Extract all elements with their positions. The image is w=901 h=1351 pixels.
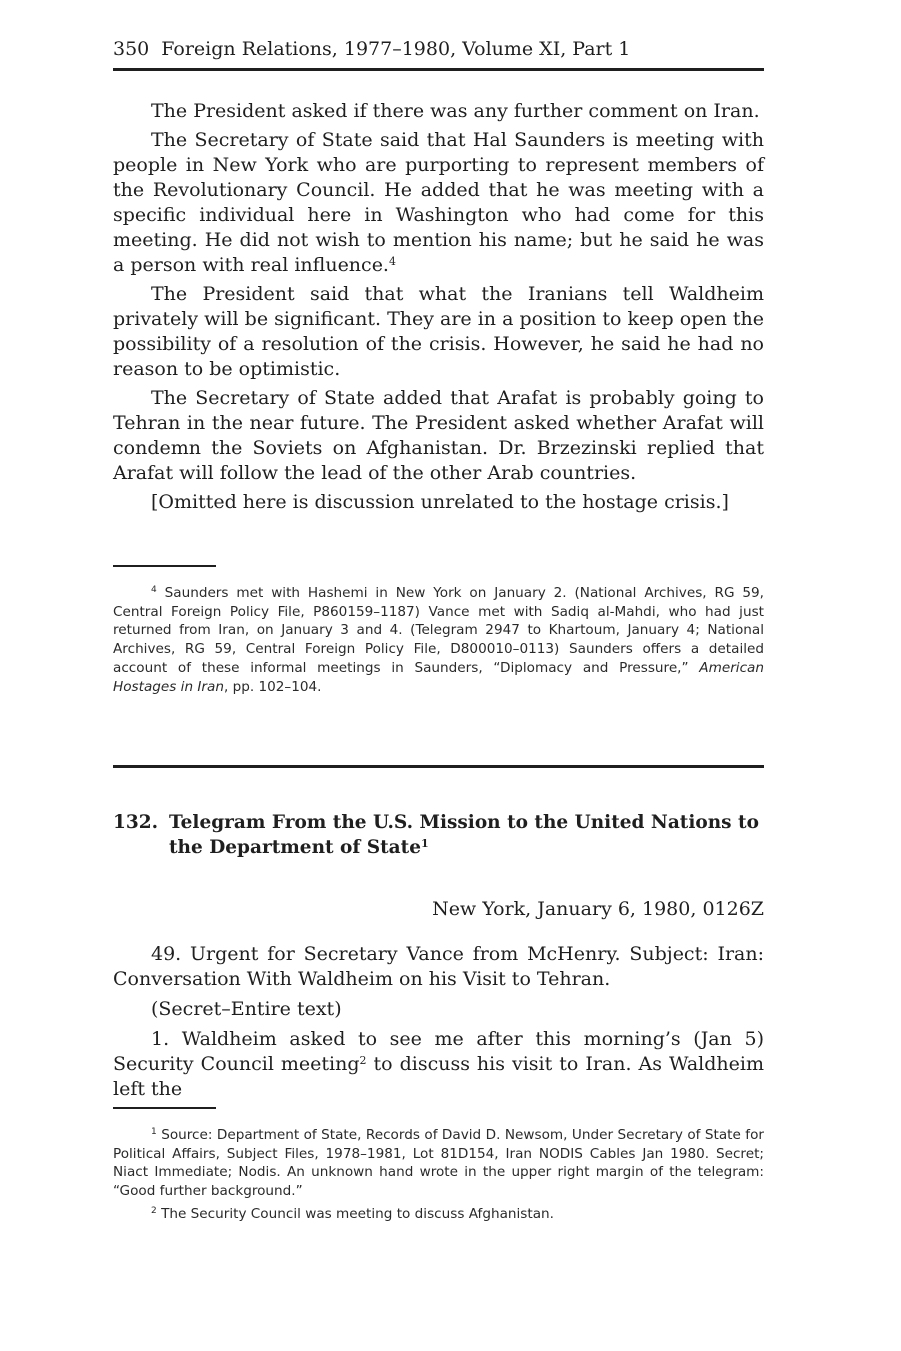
body-paragraph: 1. Waldheim asked to see me after this morning’s (Jan 5) Security Council meeting$^2$ to discuss his visit to Iran. As Waldheim left the (113, 1028, 764, 1100)
section-rule (113, 765, 764, 768)
running-head (113, 38, 764, 60)
classification-line: (Secret–Entire text) (151, 998, 342, 1020)
footnotes-top (113, 584, 764, 700)
footnotes-bottom (113, 1126, 764, 1228)
footnote-ref: 1 (420, 837, 429, 850)
page-number: 350 (113, 38, 150, 60)
footnote: $^1$ Source: Department of State, Records of David D. Newsom, Under Secretary of State for Political Affairs, Subject Files, 1978–1981, Lot 81D154, Iran NODIS Cables Jan 1980. Secret; Niact Immediate; Nodis. An unknown hand wrote in the upper right margin of the telegram: “Good further background.” (113, 1127, 764, 1200)
document-title: Telegram From the U.S. Mission to the United Nations to the Department of State$^1$ (169, 812, 759, 858)
document-heading (113, 810, 764, 860)
footnote-ref: 2 (359, 1054, 367, 1067)
footnote: $^2$ The Security Council was meeting to discuss Afghanistan. (151, 1205, 554, 1222)
footnote-ref: 4 (388, 255, 396, 268)
body-paragraph: The Secretary of State added that Arafat is probably going to Tehran in the near future. The President asked whether Arafat will condemn the Soviets on Afghanistan. Dr. Brzezinski replied that Arafat will follow the lead of the other Arab countries. (113, 387, 764, 484)
dateline: New York, January 6, 1980, 0126Z (432, 898, 764, 920)
footnote-rule (113, 1107, 216, 1109)
body-paragraph: The President asked if there was any further comment on Iran. (151, 100, 760, 122)
footnote: $^4$ Saunders met with Hashemi in New York on January 2. (National Archives, RG 59, Central Foreign Policy File, P860159–1187) Vance met with Sadiq al-Mahdi, who had just returned from Iran, on January 3 and 4. (Telegram 2947 to Khartoum, January 4; National Archives, RG 59, Central Foreign Policy File, D800010–0113) Saunders offers a detailed account of these informal meetings in Saunders, “Diplomacy and Pressure,” American Hostages in Iran, pp. 102–104. (113, 585, 764, 695)
body-paragraph: 49. Urgent for Secretary Vance from McHenry. Subject: Iran: Conversation With Waldheim on his Visit to Tehran. (113, 943, 764, 990)
document-number: 132. (113, 812, 159, 833)
body-paragraph: The President said that what the Iranians tell Waldheim privately will be significant. They are in a position to keep open the possibility of a resolution of the crisis. However, he said he had no reason to be optimistic. (113, 283, 764, 380)
editorial-note: [Omitted here is discussion unrelated to the hostage crisis.] (151, 491, 729, 513)
running-title: Foreign Relations, 1977–1980, Volume XI, Part 1 (161, 38, 631, 60)
footnote-rule (113, 565, 216, 567)
telegram-body (113, 942, 764, 1107)
transcript-continuation (113, 99, 764, 519)
body-paragraph: The Secretary of State said that Hal Saunders is meeting with people in New York who are purporting to represent members of the Revolutionary Council. He added that he was meeting with a specific individual here in Washington who had come for this meeting. He did not wish to mention his name; but he said he was a person with real influence.$^4$ (113, 129, 764, 276)
header-rule (113, 68, 764, 71)
